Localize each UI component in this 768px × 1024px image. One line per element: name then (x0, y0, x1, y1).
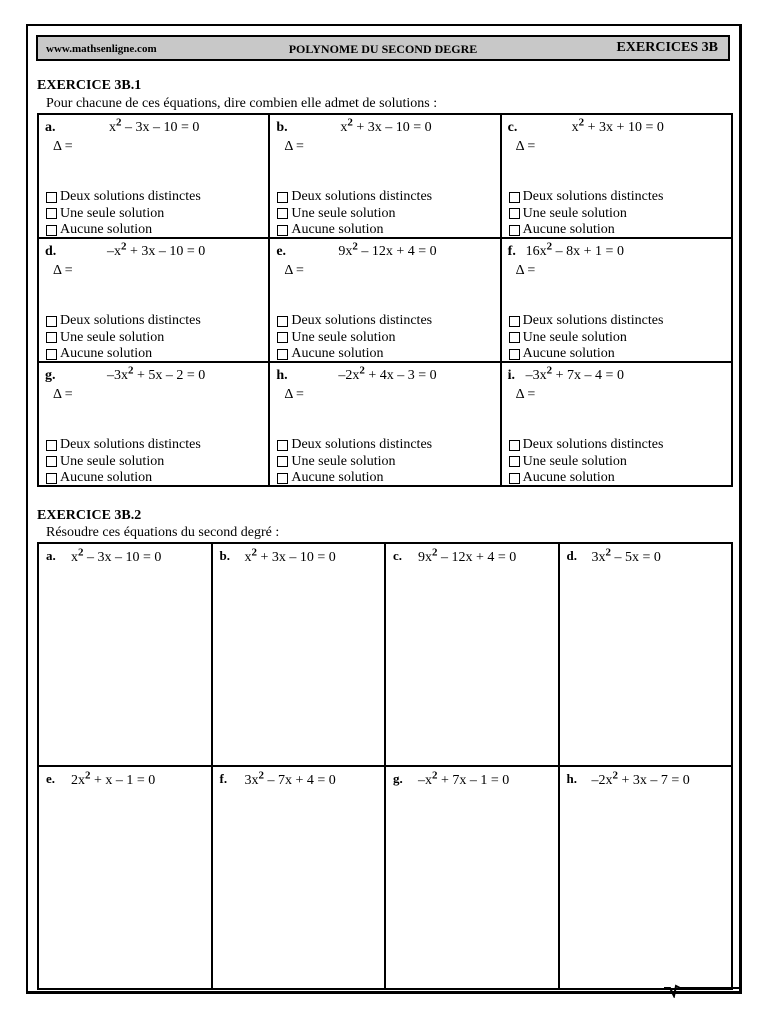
option-label: Aucune solution (60, 346, 153, 361)
exercise-2-cell[interactable] (559, 543, 733, 766)
equation-rest: – 3x – 10 = 0 (121, 120, 200, 135)
equation (244, 769, 336, 789)
item-letter: d. (45, 244, 57, 259)
equation-lead: x (244, 550, 252, 565)
answer-option (46, 437, 201, 454)
equation (107, 240, 206, 260)
answer-options (509, 189, 664, 239)
answer-option (277, 454, 432, 471)
answer-option (46, 313, 201, 330)
item-letter: f. (507, 244, 516, 259)
exercise-1-cell (269, 114, 500, 238)
item-letter: g. (45, 368, 56, 383)
answer-option (509, 313, 664, 330)
equation-lead: x (71, 550, 78, 565)
answer-options (277, 313, 432, 363)
answer-option (509, 470, 664, 487)
equation (107, 364, 206, 384)
exercise-1-cell (269, 238, 500, 362)
equation-rest: + 3x – 10 = 0 (352, 120, 432, 135)
equation (109, 116, 200, 136)
option-label: Aucune solution (522, 222, 615, 237)
option-label: Aucune solution (522, 470, 615, 485)
equation (244, 546, 336, 566)
exercise-2-cell[interactable] (385, 766, 559, 989)
answer-option (46, 454, 201, 471)
answer-option (46, 189, 201, 206)
exercise-2-cell[interactable] (212, 766, 386, 989)
equation-rest: – 12x + 4 = 0 (357, 244, 437, 259)
checkbox[interactable] (509, 225, 520, 236)
equation-lead: –3x (107, 368, 128, 383)
item-letter: c. (393, 548, 403, 563)
exponent: 2 (85, 769, 91, 782)
item-letter: h. (566, 771, 577, 786)
equation-rest: – 7x + 4 = 0 (264, 773, 336, 788)
exponent: 2 (116, 116, 122, 129)
checkbox[interactable] (509, 349, 520, 360)
item-letter: e. (276, 244, 287, 259)
answer-option (509, 346, 664, 363)
item-letter: a. (45, 120, 56, 135)
page-header (36, 35, 730, 61)
equation-rest: – 5x = 0 (611, 550, 661, 565)
checkbox[interactable] (46, 456, 57, 467)
option-label: Une seule solution (60, 329, 165, 345)
answer-option (277, 470, 432, 487)
item-letter: f. (219, 771, 228, 786)
equation-lead: 16x (525, 244, 547, 259)
exercise-2-cell[interactable] (212, 543, 386, 766)
item-letter: b. (276, 120, 288, 135)
option-label: Deux solutions distinctes (522, 189, 664, 204)
answer-option (509, 330, 664, 347)
option-label: Deux solutions distinctes (522, 437, 664, 452)
checkbox[interactable] (509, 208, 520, 219)
option-label: Aucune solution (60, 222, 153, 237)
option-label: Une seule solution (522, 329, 627, 345)
option-label: Aucune solution (60, 470, 153, 485)
checkbox[interactable] (277, 316, 288, 327)
answer-options (46, 313, 201, 363)
checkbox[interactable] (277, 208, 288, 219)
exponent: 2 (251, 546, 257, 559)
exercise-1-cell (501, 238, 732, 362)
equation-rest: – 8x + 1 = 0 (552, 244, 624, 259)
item-letter: b. (219, 548, 230, 563)
option-label: Une seule solution (60, 453, 165, 469)
answer-option (277, 222, 432, 239)
exercise-2-cell[interactable] (559, 766, 733, 989)
equation (338, 240, 437, 260)
exercise-1-cell (38, 362, 269, 486)
equation-rest: + 3x – 10 = 0 (126, 244, 206, 259)
answer-options (46, 189, 201, 239)
equation-lead: 9x (418, 550, 432, 565)
equation-lead: 2x (71, 773, 85, 788)
answer-option (277, 346, 432, 363)
delta-label: Δ = (515, 387, 536, 402)
checkbox[interactable] (277, 349, 288, 360)
checkbox[interactable] (277, 332, 288, 343)
answer-options (277, 189, 432, 239)
exponent: 2 (605, 546, 611, 559)
exercise-1-grid (37, 113, 733, 487)
answer-option (277, 330, 432, 347)
equation-rest: + 5x – 2 = 0 (133, 368, 206, 383)
answer-option (46, 222, 201, 239)
answer-option (509, 437, 664, 454)
exercise-1-instruction: Pour chacune de ces équations, dire combien elle admet de solutions : (46, 96, 438, 111)
checkbox[interactable] (46, 225, 57, 236)
page-title: POLYNOME DU SECOND DEGRE (288, 42, 478, 56)
delta-label: Δ = (515, 139, 536, 154)
option-label: Deux solutions distinctes (60, 313, 201, 328)
exponent: 2 (121, 240, 127, 253)
item-letter: e. (46, 771, 56, 786)
answer-option (46, 330, 201, 347)
equation-rest: + 7x – 4 = 0 (552, 368, 624, 383)
equation-lead: –x (418, 773, 432, 788)
item-letter: h. (276, 368, 288, 383)
item-letter: i. (507, 368, 516, 383)
equation-lead: –3x (525, 368, 547, 383)
delta-label: Δ = (284, 139, 304, 154)
equation-lead: –x (107, 244, 121, 259)
exercise-1-cell (269, 362, 500, 486)
option-label: Une seule solution (291, 329, 396, 345)
equation-lead: 3x (244, 773, 259, 788)
equation-rest: + 3x + 10 = 0 (584, 120, 664, 135)
checkbox[interactable] (509, 456, 520, 467)
checkbox[interactable] (46, 192, 57, 203)
checkbox[interactable] (277, 473, 288, 484)
answer-option (509, 189, 664, 206)
exponent: 2 (578, 116, 585, 129)
delta-label: Δ = (53, 139, 73, 154)
checkbox[interactable] (46, 349, 57, 360)
equation-rest: + 3x – 10 = 0 (257, 550, 336, 565)
equation (71, 769, 156, 789)
equation-lead: –2x (338, 368, 360, 383)
equation (525, 364, 624, 384)
exponent: 2 (359, 364, 365, 377)
option-label: Aucune solution (291, 470, 384, 485)
equation-lead: 3x (591, 550, 606, 565)
answer-option (509, 454, 664, 471)
equation-rest: – 3x – 10 = 0 (83, 550, 162, 565)
equation-lead: –2x (591, 773, 613, 788)
option-label: Aucune solution (291, 222, 384, 237)
exercise-2-title: EXERCICE 3B.2 (37, 508, 142, 523)
exponent: 2 (347, 116, 353, 129)
equation-rest: + 4x – 3 = 0 (364, 368, 437, 383)
checkbox[interactable] (277, 192, 288, 203)
equation (418, 769, 510, 789)
exercise-1-cell (38, 114, 269, 238)
answer-options (46, 437, 201, 487)
equation-lead: x (340, 120, 348, 135)
equation-lead: 9x (338, 244, 353, 259)
checkbox[interactable] (509, 440, 520, 451)
answer-option (46, 346, 201, 363)
exercise-2-cell[interactable] (385, 543, 559, 766)
checkbox[interactable] (46, 316, 57, 327)
option-label: Deux solutions distinctes (291, 313, 433, 328)
checkbox[interactable] (46, 440, 57, 451)
equation (591, 769, 690, 789)
option-label: Deux solutions distinctes (291, 437, 433, 452)
option-label: Une seule solution (291, 453, 396, 469)
equation (340, 116, 432, 136)
delta-label: Δ = (284, 263, 304, 278)
checkbox[interactable] (277, 440, 288, 451)
answer-option (46, 206, 201, 223)
equation-rest: – 12x + 4 = 0 (437, 550, 517, 565)
exercise-1-cell (501, 362, 732, 486)
equation (525, 240, 624, 260)
exponent: 2 (78, 546, 84, 559)
equation (571, 116, 664, 136)
item-letter: c. (507, 120, 518, 135)
delta-label: Δ = (284, 387, 304, 402)
checkbox[interactable] (277, 225, 288, 236)
answer-option (46, 470, 201, 487)
option-label: Une seule solution (522, 453, 627, 469)
equation (338, 364, 437, 384)
item-letter: d. (566, 548, 577, 563)
answer-option (509, 206, 664, 223)
page-corner-mark (664, 984, 744, 998)
checkbox[interactable] (509, 473, 520, 484)
exponent: 2 (612, 769, 618, 782)
delta-label: Δ = (53, 387, 73, 402)
checkbox[interactable] (509, 316, 520, 327)
answer-option (277, 437, 432, 454)
equation (591, 546, 661, 566)
checkbox[interactable] (509, 192, 520, 203)
equation-lead: x (109, 120, 116, 135)
answer-options (509, 313, 664, 363)
answer-options (277, 437, 432, 487)
option-label: Une seule solution (291, 205, 396, 221)
exponent: 2 (432, 769, 438, 782)
exponent: 2 (128, 364, 134, 377)
exponent: 2 (432, 546, 438, 559)
option-label: Deux solutions distinctes (60, 189, 201, 204)
exponent: 2 (546, 364, 553, 377)
option-label: Une seule solution (522, 205, 627, 221)
exercise-2-grid (37, 542, 733, 990)
equation-rest: + 7x – 1 = 0 (437, 773, 510, 788)
checkbox[interactable] (46, 208, 57, 219)
equation-rest: + x – 1 = 0 (90, 773, 156, 788)
answer-option (277, 189, 432, 206)
exponent: 2 (352, 240, 358, 253)
exercise-2-instruction: Résoudre ces équations du second degré : (46, 525, 280, 540)
answer-option (277, 206, 432, 223)
option-label: Deux solutions distinctes (60, 437, 201, 452)
answer-option (509, 222, 664, 239)
exercise-2-cell[interactable] (38, 766, 212, 989)
checkbox[interactable] (46, 332, 57, 343)
checkbox[interactable] (46, 473, 57, 484)
answer-option (277, 313, 432, 330)
equation-lead: x (571, 120, 579, 135)
option-label: Deux solutions distinctes (291, 189, 433, 204)
delta-label: Δ = (53, 263, 73, 278)
exercise-1-cell (501, 114, 732, 238)
item-letter: g. (393, 771, 403, 786)
answer-options (509, 437, 664, 487)
exercise-2-cell[interactable] (38, 543, 212, 766)
exercise-1-cell (38, 238, 269, 362)
delta-label: Δ = (515, 263, 536, 278)
exponent: 2 (258, 769, 264, 782)
option-label: Deux solutions distinctes (522, 313, 664, 328)
exponent: 2 (546, 240, 553, 253)
exercise-series: EXERCICES 3B (616, 40, 718, 55)
site-url: www.mathsenligne.com (46, 43, 157, 55)
checkbox[interactable] (509, 332, 520, 343)
equation (418, 546, 517, 566)
option-label: Aucune solution (522, 346, 615, 361)
item-letter: a. (46, 548, 56, 563)
option-label: Aucune solution (291, 346, 384, 361)
option-label: Une seule solution (60, 205, 165, 221)
exercise-1-title: EXERCICE 3B.1 (37, 78, 142, 93)
checkbox[interactable] (277, 456, 288, 467)
equation-rest: + 3x – 7 = 0 (618, 773, 690, 788)
equation (71, 546, 162, 566)
